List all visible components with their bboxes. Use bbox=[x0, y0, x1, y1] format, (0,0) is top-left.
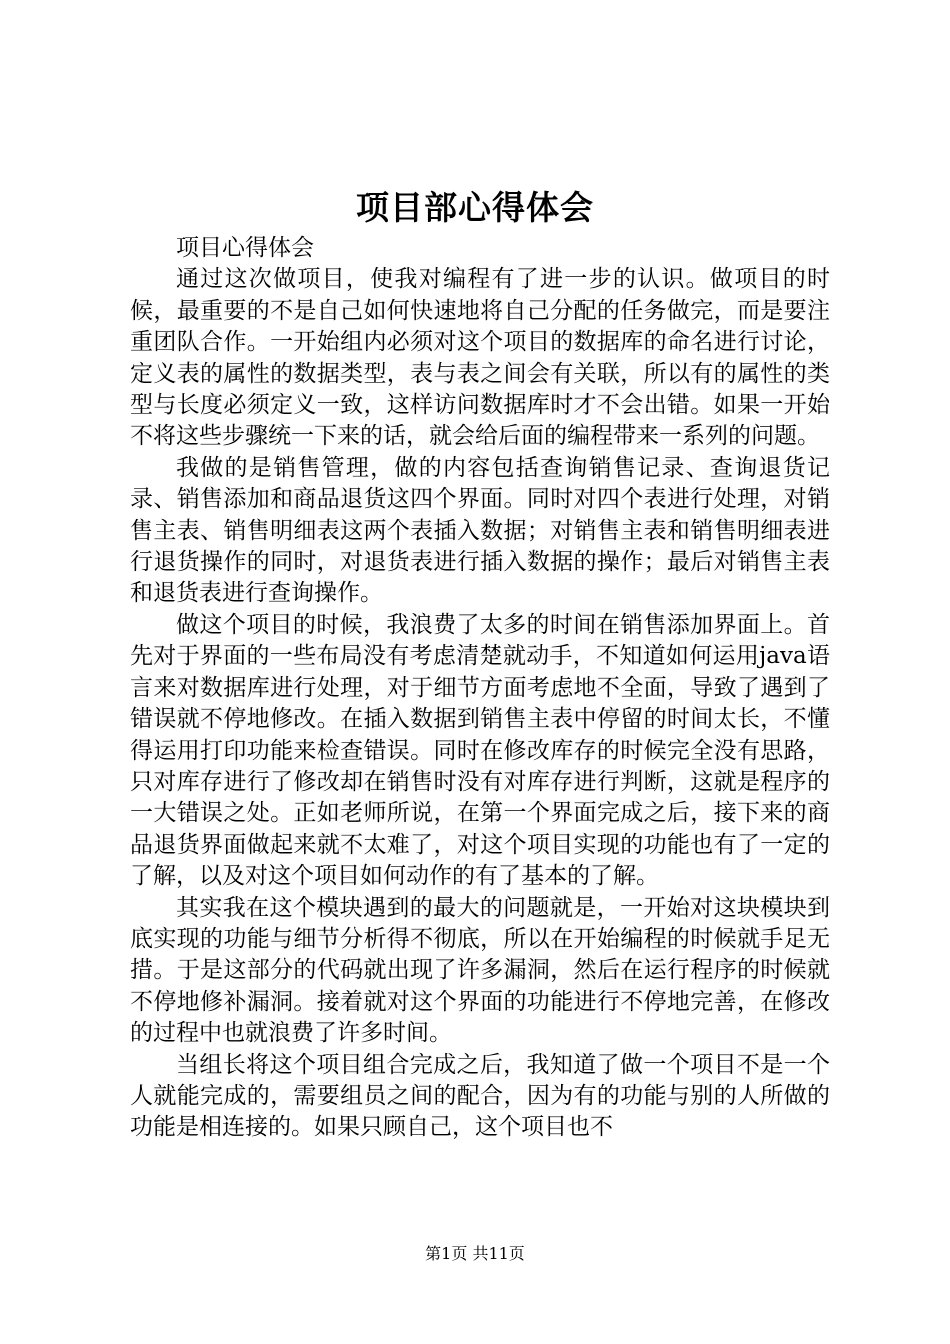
paragraph: 其实我在这个模块遇到的最大的问题就是，一开始对这块模块到底实现的功能与细节分析得不彻底，所以在开始编程的时候就手足无措。于是这部分的代码就出现了许多漏洞，然后在运行程序的时候就不停地修补漏洞。接着就对这个界面的功能进行不停地完善，在修改的过程中也就浪费了许多时间。 bbox=[130, 894, 830, 1047]
document-title: 项目部心得体会 bbox=[356, 188, 594, 227]
paragraph: 通过这次做项目，使我对编程有了进一步的认识。做项目的时候，最重要的不是自己如何快速地将自己分配的任务做完，而是要注重团队合作。一开始组内必须对这个项目的数据库的命名进行讨论，定义表的属性的数据类型，表与表之间会有关联，所以有的属性的类型与长度必须定义一致，这样访问数据库时才不会出错。如果一开始不将这些步骤统一下来的话，就会给后面的编程带来一系列的问题。 bbox=[130, 266, 830, 450]
paragraph: 我做的是销售管理，做的内容包括查询销售记录、查询退货记录、销售添加和商品退货这四个界面。同时对四个表进行处理，对销售主表、销售明细表这两个表插入数据；对销售主表和销售明细表进行退货操作的同时，对退货表进行插入数据的操作；最后对销售主表和退货表进行查询操作。 bbox=[130, 454, 830, 607]
paragraph: 做这个项目的时候，我浪费了太多的时间在销售添加界面上。首先对于界面的一些布局没有考虑清楚就动手，不知道如何运用java语言来对数据库进行处理，对于细节方面考虑地不全面，导致了遇到了错误就不停地修改。在插入数据到销售主表中停留的时间太长，不懂得运用打印功能来检查错误。同时在修改库存的时候完全没有思路，只对库存进行了修改却在销售时没有对库存进行判断，这就是程序的一大错误之处。正如老师所说，在第一个界面完成之后，接下来的商品退货界面做起来就不太难了，对这个项目实现的功能也有了一定的了解，以及对这个项目如何动作的有了基本的了解。 bbox=[130, 611, 830, 890]
paragraph-subtitle: 项目心得体会 bbox=[176, 235, 314, 261]
page-number-footer: 第1页 共11页 bbox=[425, 1244, 525, 1263]
paragraph: 当组长将这个项目组合完成之后，我知道了做一个项目不是一个人就能完成的，需要组员之间的配合，因为有的功能与别的人所做的功能是相连接的。如果只顾自己，这个项目也不 bbox=[130, 1051, 830, 1141]
document-body bbox=[130, 233, 830, 1144]
